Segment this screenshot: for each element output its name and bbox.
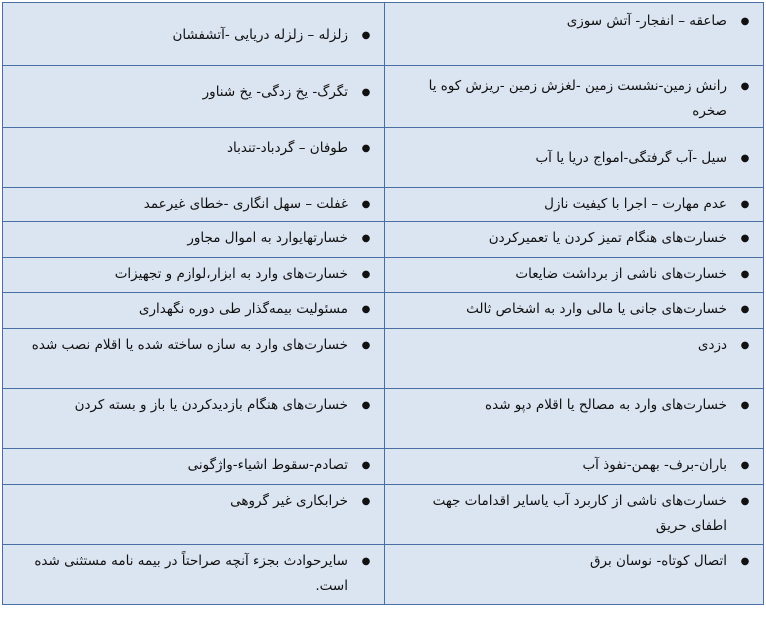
bullet-icon: ● — [740, 233, 750, 244]
bullet-icon: ● — [361, 304, 371, 315]
table-cell-left — [3, 222, 385, 258]
cell-text: باران-برف- بهمن-نفوذ آب — [582, 457, 727, 473]
table-cell-left — [3, 329, 385, 389]
bullet-icon: ● — [740, 269, 750, 280]
table-cell-left — [3, 389, 385, 449]
table-row — [3, 188, 764, 222]
cell-text: خسارت‌های ناشی از کاربرد آب یاسایر اقدامات جهت اطفای حریق — [432, 493, 727, 534]
bullet-icon: ● — [740, 304, 750, 315]
cell-text: خسارت‌های هنگام تمیز کردن یا تعمیرکردن — [488, 230, 727, 246]
table-cell-left — [3, 188, 385, 222]
table-cell-right — [385, 485, 764, 545]
bullet-icon: ● — [740, 16, 750, 27]
bullet-icon: ● — [361, 400, 371, 411]
table-cell-left — [3, 485, 385, 545]
cell-text: غفلت – سهل انگاری -خطای غیرعمد — [143, 196, 348, 212]
table-cell-left — [3, 449, 385, 485]
table-cell-right — [385, 188, 764, 222]
cell-text: خسارت‌های جانی یا مالی وارد به اشخاص ثالث — [466, 301, 727, 317]
bullet-icon: ● — [740, 81, 750, 92]
cell-text: زلزله – زلزله دریایی -آتشفشان — [172, 27, 348, 43]
bullet-icon: ● — [361, 340, 371, 351]
table-cell-left — [3, 128, 385, 188]
table-cell-left — [3, 66, 385, 128]
table-cell-right — [385, 329, 764, 389]
table-cell-left — [3, 293, 385, 329]
table-row — [3, 222, 764, 258]
cell-text: خرابکاری غیر گروهی — [230, 493, 348, 509]
cell-text: خسارت‌های وارد به مصالح یا اقلام دپو شده — [485, 397, 727, 413]
bullet-icon: ● — [361, 30, 371, 41]
table-cell-right — [385, 258, 764, 293]
cell-text: تگرگ- یخ زدگی- یخ شناور — [202, 84, 348, 100]
cell-text: سایرحوادث بجزء آنچه صراحتاً در بیمه نامه مستثنی شده است. — [34, 553, 348, 594]
table-row — [3, 449, 764, 485]
cell-text: صاعقه – انفجار- آتش سوزی — [566, 13, 727, 29]
table-row — [3, 485, 764, 545]
table-cell-right — [385, 293, 764, 329]
cell-text: تصادم-سقوط اشیاء-واژگونی — [187, 457, 348, 473]
table-row — [3, 293, 764, 329]
table-cell-left — [3, 3, 385, 66]
table-cell-right — [385, 389, 764, 449]
bullet-icon: ● — [740, 556, 750, 567]
bullet-icon: ● — [740, 340, 750, 351]
bullet-icon: ● — [361, 233, 371, 244]
bullet-icon: ● — [361, 199, 371, 210]
table-cell-right — [385, 3, 764, 66]
table-row — [3, 66, 764, 128]
bullet-icon: ● — [740, 400, 750, 411]
bullet-icon: ● — [361, 269, 371, 280]
bullet-icon: ● — [361, 496, 371, 507]
table-cell-left — [3, 545, 385, 605]
cell-text: خسارتهایوارد به اموال مجاور — [187, 230, 348, 246]
cell-text: خسارت‌های وارد به سازه ساخته شده یا اقلام نصب شده — [31, 337, 348, 353]
cell-text: مسئولیت بیمه‌گذار طی دوره نگهداری — [138, 301, 348, 317]
table-row — [3, 389, 764, 449]
table-row — [3, 545, 764, 605]
table-row — [3, 3, 764, 66]
cell-text: خسارت‌های ناشی از برداشت ضایعات — [515, 266, 727, 282]
cell-text: دزدی — [697, 337, 727, 353]
cell-text: طوفان – گردباد-تندباد — [227, 140, 348, 156]
bullet-icon: ● — [740, 496, 750, 507]
table-cell-right — [385, 66, 764, 128]
table-cell-right — [385, 545, 764, 605]
table-row — [3, 128, 764, 188]
bullet-icon: ● — [361, 87, 371, 98]
cell-text: عدم مهارت – اجرا با کیفیت نازل — [544, 196, 727, 212]
bullet-icon: ● — [740, 153, 750, 164]
bullet-icon: ● — [361, 143, 371, 154]
bullet-icon: ● — [361, 556, 371, 567]
table-row — [3, 258, 764, 293]
bullet-icon: ● — [361, 460, 371, 471]
cell-text: اتصال کوتاه- نوسان برق — [590, 553, 727, 569]
cell-text: رانش زمین-نشست زمین -لغزش زمین -ریزش کوه یا صخره — [428, 78, 727, 119]
cell-text: خسارت‌های وارد به ابزار،لوازم و تجهیزات — [114, 266, 348, 282]
cell-text: سیل -آب گرفتگی-امواج دریا یا آب — [535, 150, 727, 166]
table-row — [3, 329, 764, 389]
table-cell-right — [385, 222, 764, 258]
table-cell-right — [385, 128, 764, 188]
table-cell-left — [3, 258, 385, 293]
bullet-icon: ● — [740, 460, 750, 471]
cell-text: خسارت‌های هنگام بازدیدکردن یا باز و بسته کردن — [74, 397, 348, 413]
table-cell-right — [385, 449, 764, 485]
coverage-table — [2, 2, 764, 605]
bullet-icon: ● — [740, 199, 750, 210]
